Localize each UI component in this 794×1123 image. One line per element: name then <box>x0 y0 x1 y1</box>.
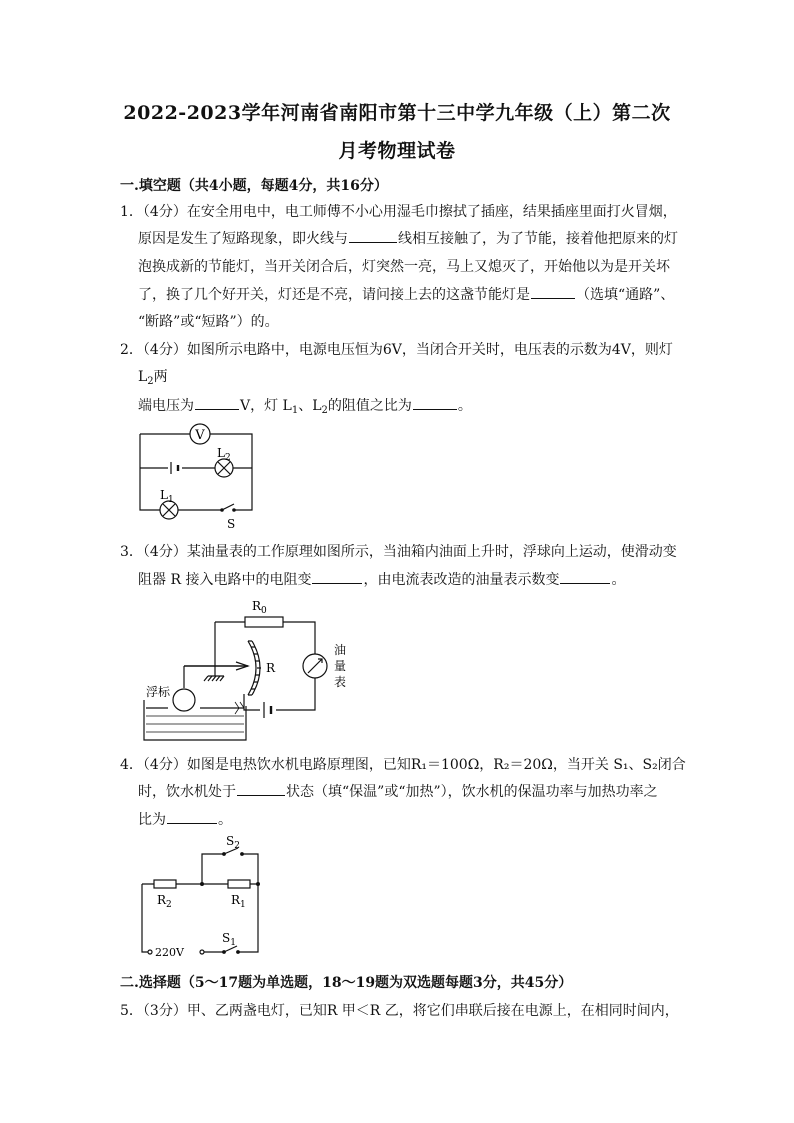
terminal-icon <box>148 950 152 954</box>
q4-line1: 4．（4分）如图是电热饮水机电路原理图，已知R₁＝100Ω，R₂＝20Ω，当开关 S₁、S₂闭合 <box>120 757 686 773</box>
section-heading-choice: 二.选择题（5～17题为单选题，18～19题为双选题每题3分，共45分） <box>120 975 573 991</box>
junction-dot <box>200 882 204 886</box>
lamp-l2-label: $L_2$ <box>217 446 231 463</box>
q3-oil-gauge-diagram <box>140 596 360 746</box>
terminal-icon <box>200 950 204 954</box>
answer-blank <box>531 285 575 299</box>
q4-line3: 比为 。 <box>138 812 232 828</box>
resistor-r0-icon <box>245 617 283 627</box>
answer-blank <box>167 810 217 824</box>
q1-line2: 原因是发生了短路现象，即火线与 线相互接触了，为了节能，接着他把原来的灯 <box>138 231 678 247</box>
q2-circuit-diagram <box>130 420 270 532</box>
resistor-r2-icon <box>154 880 176 888</box>
resistor-r0-label: $R_0$ <box>252 599 267 616</box>
q5-line1: 5．（3分）甲、乙两盏电灯，已知R 甲＜R 乙，将它们串联后接在电源上，在相同时间内， <box>120 1003 679 1019</box>
switch-s2-label: $S_2$ <box>226 834 240 851</box>
q2-line3: 端电压为 V，灯 $L_1$、$L_2$的阻值之比为 。 <box>138 398 472 416</box>
q3-line1: 3．（4分）某油量表的工作原理如图所示，当油箱内油面上升时，浮球向上运动，使滑动变 <box>120 544 677 560</box>
oil-gauge-label-1: 油 <box>334 643 347 657</box>
answer-blank <box>349 229 397 243</box>
q1-line3: 泡换成新的节能灯，当开关闭合后，灯突然一亮，马上又熄灭了，开始他以为是开关坏 <box>138 259 670 275</box>
rheostat-r-label: R <box>266 661 276 675</box>
q1-line1: 1．（4分）在安全用电中，电工师傅不小心用湿毛巾擦拭了插座，结果插座里面打火冒烟， <box>120 204 677 220</box>
resistor-r1-label: $R_1$ <box>231 893 246 910</box>
oil-gauge-label-2: 量 <box>334 659 347 673</box>
q2-line2: $L_2$两 <box>138 369 168 387</box>
answer-blank <box>195 396 239 410</box>
answer-blank <box>413 396 457 410</box>
q3-line2: 阻器 R 接入电路中的电阻变 ，由电流表改造的油量表示数变 。 <box>138 572 626 588</box>
lamp-l1-label: $L_1$ <box>160 488 174 505</box>
oil-gauge-label-3: 表 <box>334 675 347 689</box>
voltage-label: 220V <box>155 946 184 959</box>
resistor-r1-icon <box>228 880 250 888</box>
q4-water-dispenser-circuit <box>138 830 268 965</box>
switch-s1-label: $S_1$ <box>222 931 236 948</box>
switch-s-icon <box>222 504 234 510</box>
float-ball-icon <box>173 689 195 711</box>
resistor-r2-label: $R_2$ <box>157 893 172 910</box>
exam-title-line2: 月考物理试卷 <box>338 140 456 162</box>
switch-s-label: S <box>227 517 236 531</box>
q1-line4: 了，换了几个好开关，灯还是不亮，请问接上去的这盏节能灯是 （选填“通路”、 <box>138 287 675 303</box>
q2-line1: 2．（4分）如图所示电路中，电源电压恒为6V，当闭合开关时，电压表的示数为4V，则灯 <box>120 342 673 358</box>
q1-line5: “断路”或“短路”）的。 <box>138 314 279 330</box>
rheostat-arc-icon <box>248 641 256 695</box>
junction-dot <box>256 882 260 886</box>
section-heading-fill-in: 一.填空题（共4小题，每题4分，共16分） <box>120 178 388 194</box>
q4-line2: 时，饮水机处于 状态（填“保温”或“加热”），饮水机的保温功率与加热功率之 <box>138 784 658 800</box>
answer-blank <box>312 570 362 584</box>
exam-title-line1: 2022-2023学年河南省南阳市第十三中学九年级（上）第二次 <box>123 102 671 124</box>
voltmeter-label: V <box>195 428 205 443</box>
answer-blank <box>560 570 610 584</box>
float-label: 浮标 <box>146 685 171 699</box>
answer-blank <box>237 782 285 796</box>
oil-tank-icon <box>144 700 246 740</box>
